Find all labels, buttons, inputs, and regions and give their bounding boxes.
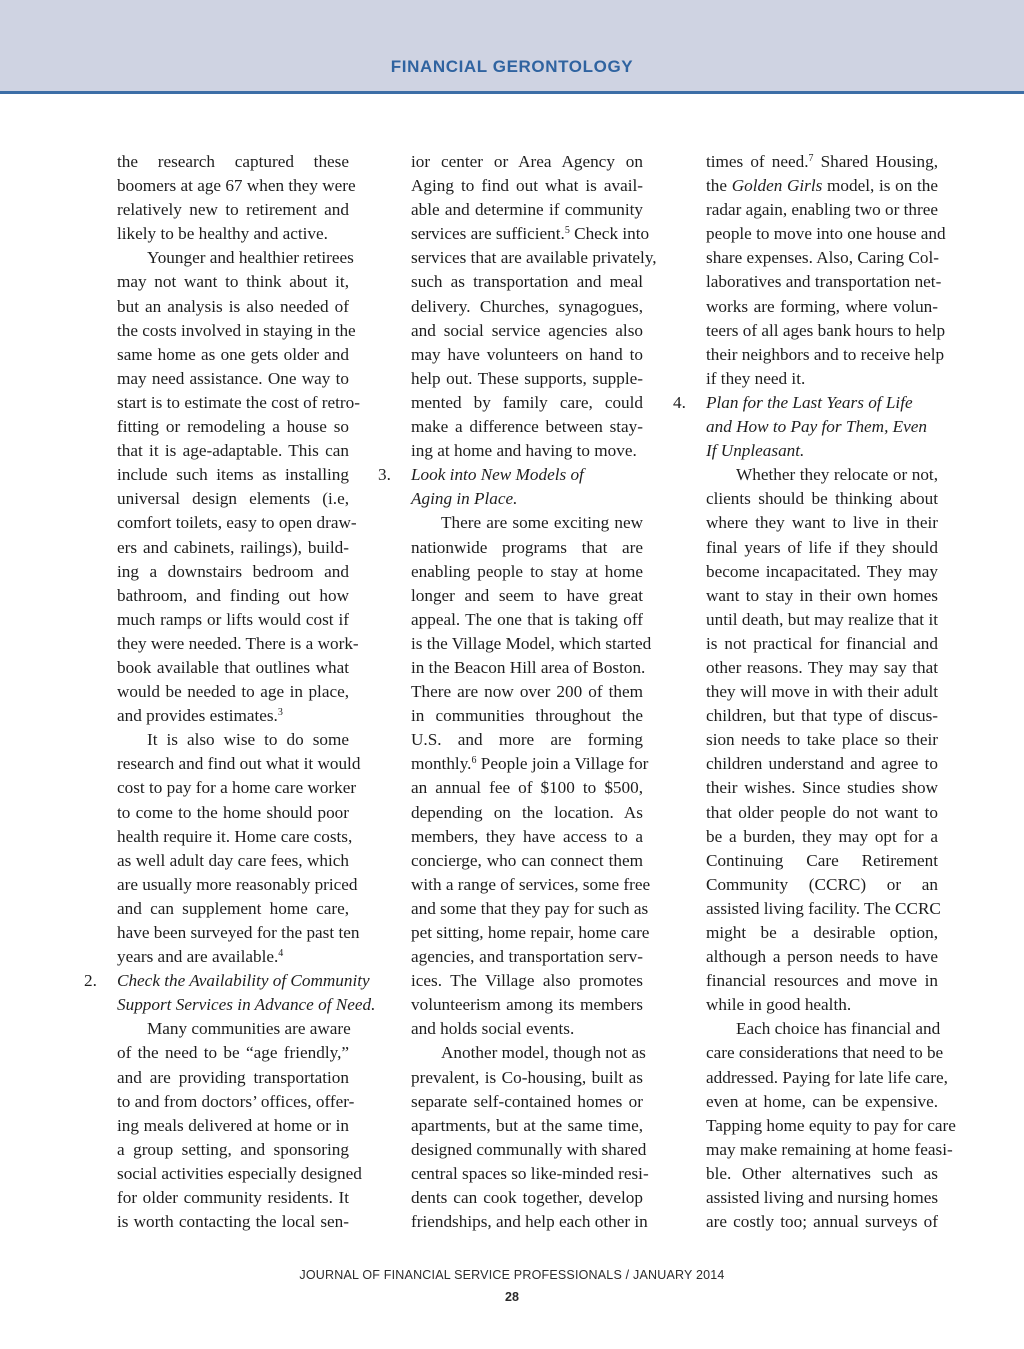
- list-number: 3.: [378, 465, 391, 485]
- text-line: Each choice has financial and: [736, 1019, 941, 1039]
- text-line: central spaces so like-minded resi-: [411, 1163, 649, 1183]
- text-line: help out. These supports, supple-: [411, 368, 643, 388]
- text-line: ing a downstairs bedroom and: [117, 561, 349, 581]
- text-line: Whether they relocate or not,: [736, 465, 938, 485]
- text-line: addressed. Paying for late life care,: [706, 1067, 948, 1087]
- text-line: fitting or remodeling a house so: [117, 417, 349, 437]
- text-line: if they need it.: [706, 368, 806, 388]
- text-line: Continuing Care Retirement: [706, 850, 938, 870]
- text-line: sion needs to take place so their: [706, 730, 938, 750]
- text-line: delivery. Churches, synagogues,: [411, 296, 643, 316]
- text-line: concierge, who can connect them: [411, 850, 643, 870]
- text-line: agencies, and transportation serv-: [411, 947, 643, 967]
- text-line: may have volunteers on hand to: [411, 344, 643, 364]
- heading-line: Support Services in Advance of Need.: [117, 995, 376, 1015]
- paragraph: [411, 150, 657, 463]
- page-number: 28: [505, 1290, 519, 1304]
- footnote-ref: 3: [277, 707, 283, 719]
- text-line: works are forming, where volun-: [706, 296, 938, 316]
- text-line: prevalent, is Co-housing, built as: [411, 1067, 643, 1087]
- text-line: with a range of services, some free: [411, 874, 651, 894]
- text-line: health require it. Home care costs,: [117, 826, 353, 846]
- text-line: where they want to live in their: [706, 513, 938, 533]
- heading-line: 2. Check the Availability of Community: [117, 969, 349, 993]
- text-line: although a person needs to have: [706, 947, 938, 967]
- text-line: and can supplement home care,: [117, 898, 349, 918]
- text-line: likely to be healthy and active.: [117, 224, 328, 244]
- text-line: for older community residents. It: [117, 1188, 349, 1208]
- text-line: in communities throughout the: [411, 706, 643, 726]
- footer-journal-title: JOURNAL OF FINANCIAL SERVICE PROFESSIONALS / JANUARY 2014: [299, 1268, 725, 1282]
- text-line: There are some exciting new: [441, 513, 643, 533]
- text-line: other reasons. They may say that: [706, 657, 938, 677]
- text-line: and holds social events.: [411, 1019, 575, 1039]
- text-line: while in good health.: [706, 995, 852, 1015]
- text-line: dents can cook together, develop: [411, 1188, 643, 1208]
- text-line: longer and seem to have great: [411, 585, 643, 605]
- text-line: a group setting, and sponsoring: [117, 1139, 349, 1159]
- text-line: the research captured these: [117, 152, 349, 171]
- text-line: friendships, and help each other in: [411, 1212, 648, 1232]
- column-3: [673, 150, 956, 1234]
- text-line: Tapping home equity to pay for care: [706, 1115, 956, 1135]
- list-number: 2.: [84, 971, 97, 991]
- heading-line: and How to Pay for Them, Even: [706, 417, 928, 437]
- text-line: become incapacitated. They may: [706, 561, 938, 581]
- text-line: financial resources and move in: [706, 971, 938, 991]
- list-item-heading-2: [84, 969, 376, 1017]
- text-line: laboratives and transportation net-: [706, 272, 942, 292]
- text-line: want to stay in their own homes: [706, 585, 938, 605]
- text-line: to come to the home should poor: [117, 802, 349, 822]
- text-line: U.S. and more are forming: [411, 730, 643, 750]
- text-line: times of need.$^7$ Shared Housing,: [706, 152, 939, 171]
- header-band: [0, 0, 1024, 94]
- text-line: Younger and healthier retirees: [147, 248, 354, 268]
- text-line: enabling people to stay at home: [411, 561, 643, 581]
- text-line: ble. Other alternatives such as: [706, 1163, 938, 1183]
- column-2: [378, 150, 657, 1234]
- text-line: mented by family care, could: [411, 392, 643, 412]
- text-line: ers and cabinets, railings), build-: [117, 537, 349, 557]
- paragraph: [117, 1017, 362, 1234]
- italic-title: Golden Girls: [731, 176, 823, 196]
- text-line: There are now over 200 of them: [411, 682, 643, 702]
- text-line: their wishes. Since studies show: [706, 778, 938, 798]
- text-line: monthly.$^6$ People join a Village for: [411, 754, 649, 774]
- paragraph: [411, 511, 652, 1041]
- list-item-heading-4: [673, 391, 938, 463]
- text-line: members, they have access to a: [411, 826, 643, 846]
- footnote-ref: 7: [808, 153, 814, 164]
- text-line: is worth contacting the local sen-: [117, 1212, 349, 1232]
- text-line: ing meals delivered at home or in: [117, 1115, 349, 1135]
- footnote-ref: 5: [564, 225, 570, 237]
- paragraph: [706, 150, 946, 391]
- text-line: same home as one gets older and: [117, 344, 349, 364]
- text-line: final years of life if they should: [706, 537, 938, 557]
- text-line: that it is age-adaptable. This can: [117, 441, 349, 461]
- text-line: are usually more reasonably priced: [117, 874, 358, 894]
- text-line: might be a desirable option,: [706, 923, 938, 942]
- text-line: ices. The Village also promotes: [411, 971, 643, 991]
- text-line: and provides estimates.$^3$: [117, 706, 283, 726]
- text-line: Many communities are aware: [147, 1019, 351, 1039]
- text-line: include such items as installing: [117, 465, 349, 485]
- text-line: as well adult day care fees, which: [117, 850, 349, 870]
- text-line: cost to pay for a home care worker: [117, 778, 357, 798]
- text-line: pet sitting, home repair, home care: [411, 923, 650, 942]
- text-line: much ramps or lifts would cost if: [117, 609, 349, 629]
- text-line: relatively new to retirement and: [117, 200, 349, 220]
- text-line: volunteerism among its members: [411, 995, 643, 1015]
- text-line: the costs involved in staying in the: [117, 320, 356, 340]
- running-header-title: FINANCIAL GERONTOLOGY: [390, 57, 634, 76]
- text-line: may make remaining at home feasi-: [706, 1139, 953, 1159]
- text-line: clients should be thinking about: [706, 489, 938, 509]
- heading-line: 4. Plan for the Last Years of Life: [706, 391, 938, 415]
- list-item-heading-3: [378, 463, 643, 511]
- text-line: separate self-contained homes or: [411, 1091, 643, 1111]
- text-line: care considerations that need to be: [706, 1043, 944, 1063]
- heading-line: If Unpleasant.: [706, 441, 805, 461]
- text-line: make a difference between stay-: [411, 417, 643, 437]
- text-line: be a burden, they may opt for a: [706, 826, 938, 846]
- paragraph: [117, 728, 361, 969]
- text-line: they were needed. There is a work-: [117, 633, 359, 653]
- text-line: of the need to be “age friendly,”: [117, 1043, 349, 1063]
- text-line: the Golden Girls model, is on the: [706, 176, 939, 196]
- paragraph: [706, 1017, 956, 1234]
- text-line: are costly too; annual surveys of: [706, 1212, 938, 1232]
- text-line: even at home, can be expensive.: [706, 1091, 938, 1111]
- text-line: such as transportation and meal: [411, 272, 643, 292]
- text-line: children understand and agree to: [706, 754, 938, 774]
- column-1: [84, 150, 376, 1234]
- text-line: Another model, though not as: [441, 1043, 646, 1063]
- text-line: services that are available privately,: [411, 248, 657, 268]
- text-line: would be needed to age in place,: [117, 682, 349, 702]
- text-line: Community (CCRC) or an: [706, 874, 938, 894]
- heading-line: 3. Look into New Models of: [411, 463, 643, 487]
- text-line: able and determine if community: [411, 200, 643, 220]
- text-line: appeal. The one that is taking off: [411, 609, 643, 629]
- text-line: and social service agencies also: [411, 320, 643, 340]
- text-line: to and from doctors’ offices, offer-: [117, 1091, 355, 1111]
- text-line: but an analysis is also needed of: [117, 296, 349, 316]
- text-line: ior center or Area Agency on: [411, 152, 643, 171]
- text-line: have been surveyed for the past ten: [117, 923, 360, 942]
- list-number: 4.: [673, 392, 686, 412]
- text-line: may need assistance. One way to: [117, 368, 349, 388]
- text-line: they will move in with their adult: [706, 682, 938, 702]
- paragraph: [117, 150, 356, 246]
- paragraph: [706, 463, 941, 1017]
- text-line: universal design elements (i.e,: [117, 489, 349, 509]
- text-line: designed communally with shared: [411, 1139, 647, 1159]
- paragraph: [117, 246, 360, 728]
- text-line: services are sufficient.$^5$ Check into: [411, 224, 650, 244]
- paragraph: [411, 1041, 649, 1234]
- text-line: an annual fee of $100 to $500,: [411, 778, 643, 798]
- text-line: children, but that type of discus-: [706, 706, 938, 726]
- text-line: boomers at age 67 when they were: [117, 176, 356, 196]
- text-line: years and are available.$^4$: [117, 947, 284, 967]
- text-line: comfort toilets, easy to open draw-: [117, 513, 357, 533]
- footnote-ref: 6: [471, 755, 477, 767]
- text-line: people to move into one house and: [706, 224, 946, 244]
- text-line: assisted living facility. The CCRC: [706, 898, 941, 918]
- text-line: is not practical for financial and: [706, 633, 938, 653]
- text-line: ing at home and having to move.: [411, 441, 637, 461]
- text-line: apartments, but at the same time,: [411, 1115, 643, 1135]
- text-line: bathroom, and finding out how: [117, 585, 349, 605]
- text-line: that older people do not want to: [706, 802, 938, 822]
- heading-line: Aging in Place.: [411, 489, 518, 509]
- text-line: until death, but may realize that it: [706, 609, 938, 629]
- text-line: and are providing transportation: [117, 1067, 349, 1087]
- text-line: social activities especially designed: [117, 1163, 362, 1183]
- text-line: and some that they pay for such as: [411, 898, 649, 918]
- text-line: Aging to find out what is avail-: [411, 176, 643, 196]
- text-line: nationwide programs that are: [411, 537, 643, 557]
- text-line: assisted living and nursing homes: [706, 1188, 939, 1208]
- text-line: depending on the location. As: [411, 802, 643, 822]
- text-line: start is to estimate the cost of retro-: [117, 392, 360, 412]
- footnote-ref: 4: [278, 948, 284, 960]
- text-line: their neighbors and to receive help: [706, 344, 945, 364]
- text-line: may not want to think about it,: [117, 272, 349, 292]
- text-line: in the Beacon Hill area of Boston.: [411, 657, 646, 677]
- text-line: radar again, enabling two or three: [706, 200, 938, 220]
- text-line: It is also wise to do some: [147, 730, 349, 750]
- text-line: is the Village Model, which started: [411, 633, 652, 653]
- text-line: teers of all ages bank hours to help: [706, 320, 946, 340]
- text-line: research and find out what it would: [117, 754, 361, 774]
- text-line: book available that outlines what: [117, 657, 349, 677]
- text-line: share expenses. Also, Caring Col-: [706, 248, 939, 268]
